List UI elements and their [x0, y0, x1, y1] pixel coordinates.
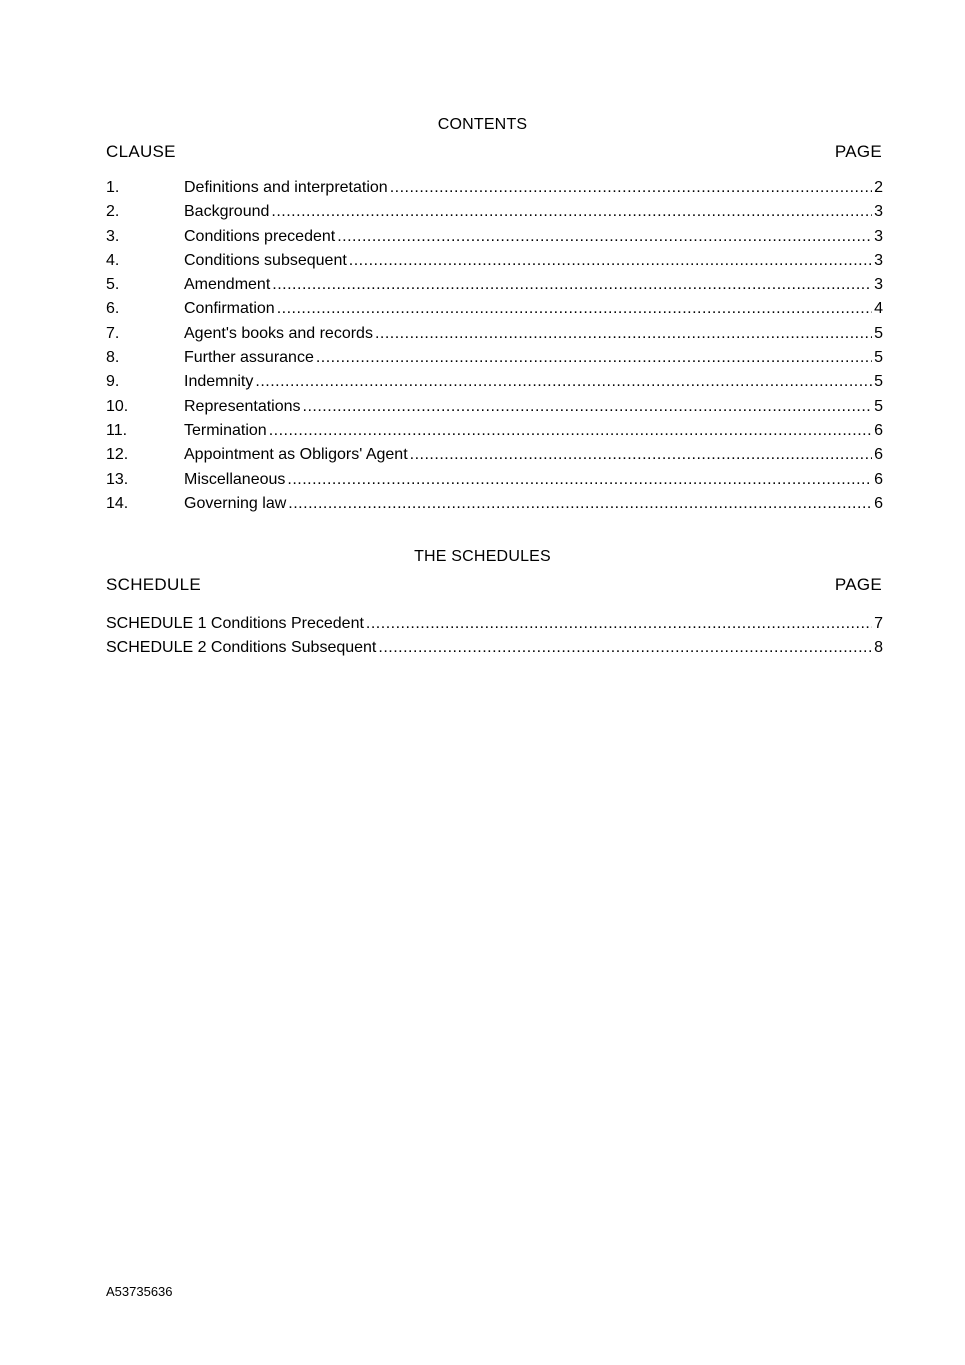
toc-entry-title: Representations — [184, 397, 301, 415]
toc-entry-page: 3 — [874, 251, 883, 269]
toc-entry[interactable] — [106, 419, 883, 443]
dot-leader — [303, 395, 873, 419]
toc-entry-page: 3 — [874, 276, 883, 294]
toc-entry-title: Indemnity — [184, 373, 254, 391]
toc-entry-title: Confirmation — [184, 300, 275, 318]
toc-entry-number: 2. — [106, 203, 120, 221]
toc-entry[interactable] — [106, 249, 883, 273]
toc-entry[interactable] — [106, 492, 883, 516]
schedule-entry-page: 8 — [874, 639, 883, 657]
document-reference: A53735636 — [106, 1284, 173, 1299]
toc-entry-page: 2 — [874, 179, 883, 196]
dot-leader — [337, 225, 872, 249]
dot-leader — [271, 200, 872, 224]
toc-entry-page: 6 — [874, 421, 883, 439]
toc-entry[interactable] — [106, 468, 883, 492]
toc-entry-page: 3 — [874, 203, 883, 221]
toc-entry-page: 5 — [874, 324, 883, 342]
dot-leader — [255, 370, 872, 394]
toc-entry-number: 6. — [106, 300, 120, 318]
toc-entry-number: 7. — [106, 324, 120, 342]
dot-leader — [349, 249, 872, 273]
schedule-entry[interactable] — [106, 636, 883, 660]
toc-entry-title: Governing law — [184, 494, 287, 512]
dot-leader — [272, 273, 872, 297]
toc-entry-number: 4. — [106, 251, 120, 269]
toc-entry-number: 1. — [106, 179, 120, 196]
clause-column-label: CLAUSE — [106, 142, 176, 161]
dot-leader — [366, 612, 872, 636]
toc-entry[interactable] — [106, 297, 883, 321]
toc-entry-number: 12. — [106, 446, 129, 464]
toc-entry[interactable] — [106, 370, 883, 394]
toc-entry-page: 6 — [874, 470, 883, 488]
schedule-entry-page: 7 — [874, 615, 883, 632]
schedule-entry[interactable] — [106, 612, 883, 636]
dot-leader — [287, 468, 872, 492]
schedule-entry-title: SCHEDULE 1 Conditions Precedent — [106, 615, 364, 632]
toc-entry-number: 9. — [106, 373, 120, 391]
contents-list — [106, 176, 883, 516]
dot-leader — [269, 419, 872, 443]
toc-entry-page: 4 — [874, 300, 883, 318]
schedules-heading: THE SCHEDULES — [414, 548, 551, 565]
toc-entry-title: Conditions subsequent — [184, 251, 347, 269]
dot-leader — [288, 492, 872, 516]
toc-entry-title: Miscellaneous — [184, 470, 286, 488]
toc-entry[interactable] — [106, 322, 883, 346]
contents-heading: CONTENTS — [437, 116, 528, 133]
toc-entry[interactable] — [106, 395, 883, 419]
schedule-column-label: SCHEDULE — [106, 575, 201, 594]
toc-entry-title: Termination — [184, 421, 267, 439]
dot-leader — [375, 322, 872, 346]
toc-entry-title: Definitions and interpretation — [184, 179, 388, 196]
toc-entry-title: Amendment — [184, 276, 271, 294]
toc-entry-title: Further assurance — [184, 349, 314, 367]
toc-entry[interactable] — [106, 176, 883, 200]
toc-entry-title: Appointment as Obligors' Agent — [184, 446, 408, 464]
toc-entry-page: 3 — [874, 227, 883, 245]
toc-entry-page: 6 — [874, 494, 883, 512]
toc-entry[interactable] — [106, 200, 883, 224]
toc-entry[interactable] — [106, 443, 883, 467]
dot-leader — [410, 443, 872, 467]
dot-leader — [378, 636, 872, 660]
toc-entry-number: 11. — [106, 421, 128, 439]
toc-entry-page: 5 — [874, 373, 883, 391]
toc-entry-title: Background — [184, 203, 270, 221]
page-column-label: PAGE — [834, 142, 882, 161]
toc-entry-title: Agent's books and records — [184, 324, 373, 342]
toc-entry-number: 13. — [106, 470, 129, 488]
toc-entry[interactable] — [106, 273, 883, 297]
dot-leader — [277, 297, 872, 321]
toc-entry-number: 10. — [106, 397, 129, 415]
toc-entry-page: 6 — [874, 446, 883, 464]
schedule-page-column-label: PAGE — [834, 575, 882, 594]
toc-entry-page: 5 — [874, 397, 883, 415]
toc-entry-number: 3. — [106, 227, 120, 245]
toc-entry[interactable] — [106, 225, 883, 249]
schedule-entry-title: SCHEDULE 2 Conditions Subsequent — [106, 639, 377, 657]
schedules-list — [106, 612, 883, 661]
toc-entry-number: 8. — [106, 349, 120, 367]
toc-entry-number: 5. — [106, 276, 120, 294]
toc-entry-title: Conditions precedent — [184, 227, 336, 245]
toc-entry[interactable] — [106, 346, 883, 370]
toc-entry-page: 5 — [874, 349, 883, 367]
dot-leader — [316, 346, 872, 370]
toc-entry-number: 14. — [106, 494, 129, 512]
dot-leader — [390, 176, 872, 200]
